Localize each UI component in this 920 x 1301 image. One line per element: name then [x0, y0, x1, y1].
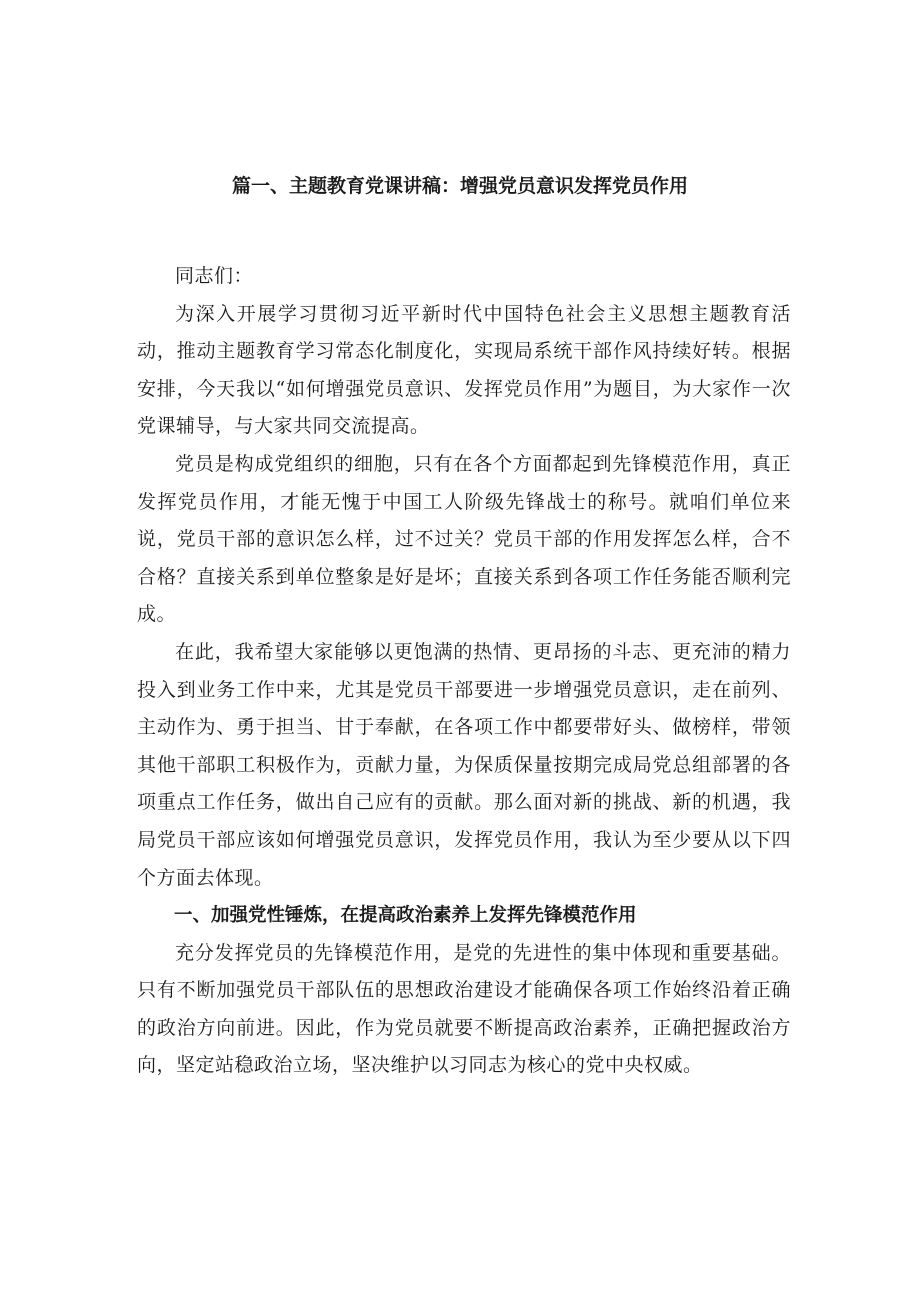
paragraph-party-member-role: 党员是构成党组织的细胞，只有在各个方面都起到先锋模范作用，真正发挥党员作用，才能无愧于中国工人阶级先锋战士的称号。就咱们单位来说，党员干部的意识怎么样，过不过关？党员干部的作用发挥怎么样，合不合格？直接关系到单位整象是好是坏；直接关系到各项工作任务能否顺利完成。 — [137, 452, 791, 626]
document-body — [137, 258, 791, 1085]
paragraph-intro: 为深入开展学习贯彻习近平新时代中国特色社会主义思想主题教育活动，推动主题教育学习常态化制度化，实现局系统干部作风持续好转。根据安排，今天我以“如何增强党员意识、发挥党员作用”为题目，为大家作一次党课辅导，与大家共同交流提高。 — [137, 302, 791, 438]
paragraph-expectations: 在此，我希望大家能够以更饱满的热情、更昂扬的斗志、更充沛的精力投入到业务工作中来，尤其是党员干部要进一步增强党员意识，走在前列、主动作为、勇于担当、甘于奉献，在各项工作中都要带好头、做榜样，带领其他干部职工积极作为，贡献力量，为保质保量按期完成局党总组部署的各项重点工作任务，做出自己应有的贡献。那么面对新的挑战、新的机遇，我局党员干部应该如何增强党员意识，发挥党员作用，我认为至少要从以下四个方面去体现。 — [137, 640, 791, 889]
document-title: 篇一、主题教育党课讲稿：增强党员意识发挥党员作用 — [231, 175, 688, 197]
section-heading: 一、加强党性锤炼，在提高政治素养上发挥先锋模范作用 — [174, 905, 637, 927]
section-paragraph: 充分发挥党员的先锋模范作用，是党的先进性的集中体现和重要基础。只有不断加强党员干部队伍的思想政治建设才能确保各项工作始终沿着正确的政治方向前进。因此，作为党员就要不断提高政治素养，正确把握政治方向，坚定站稳政治立场，坚决维护以习同志为核心的党中央权威。 — [137, 941, 791, 1077]
greeting: 同志们： — [175, 265, 254, 287]
